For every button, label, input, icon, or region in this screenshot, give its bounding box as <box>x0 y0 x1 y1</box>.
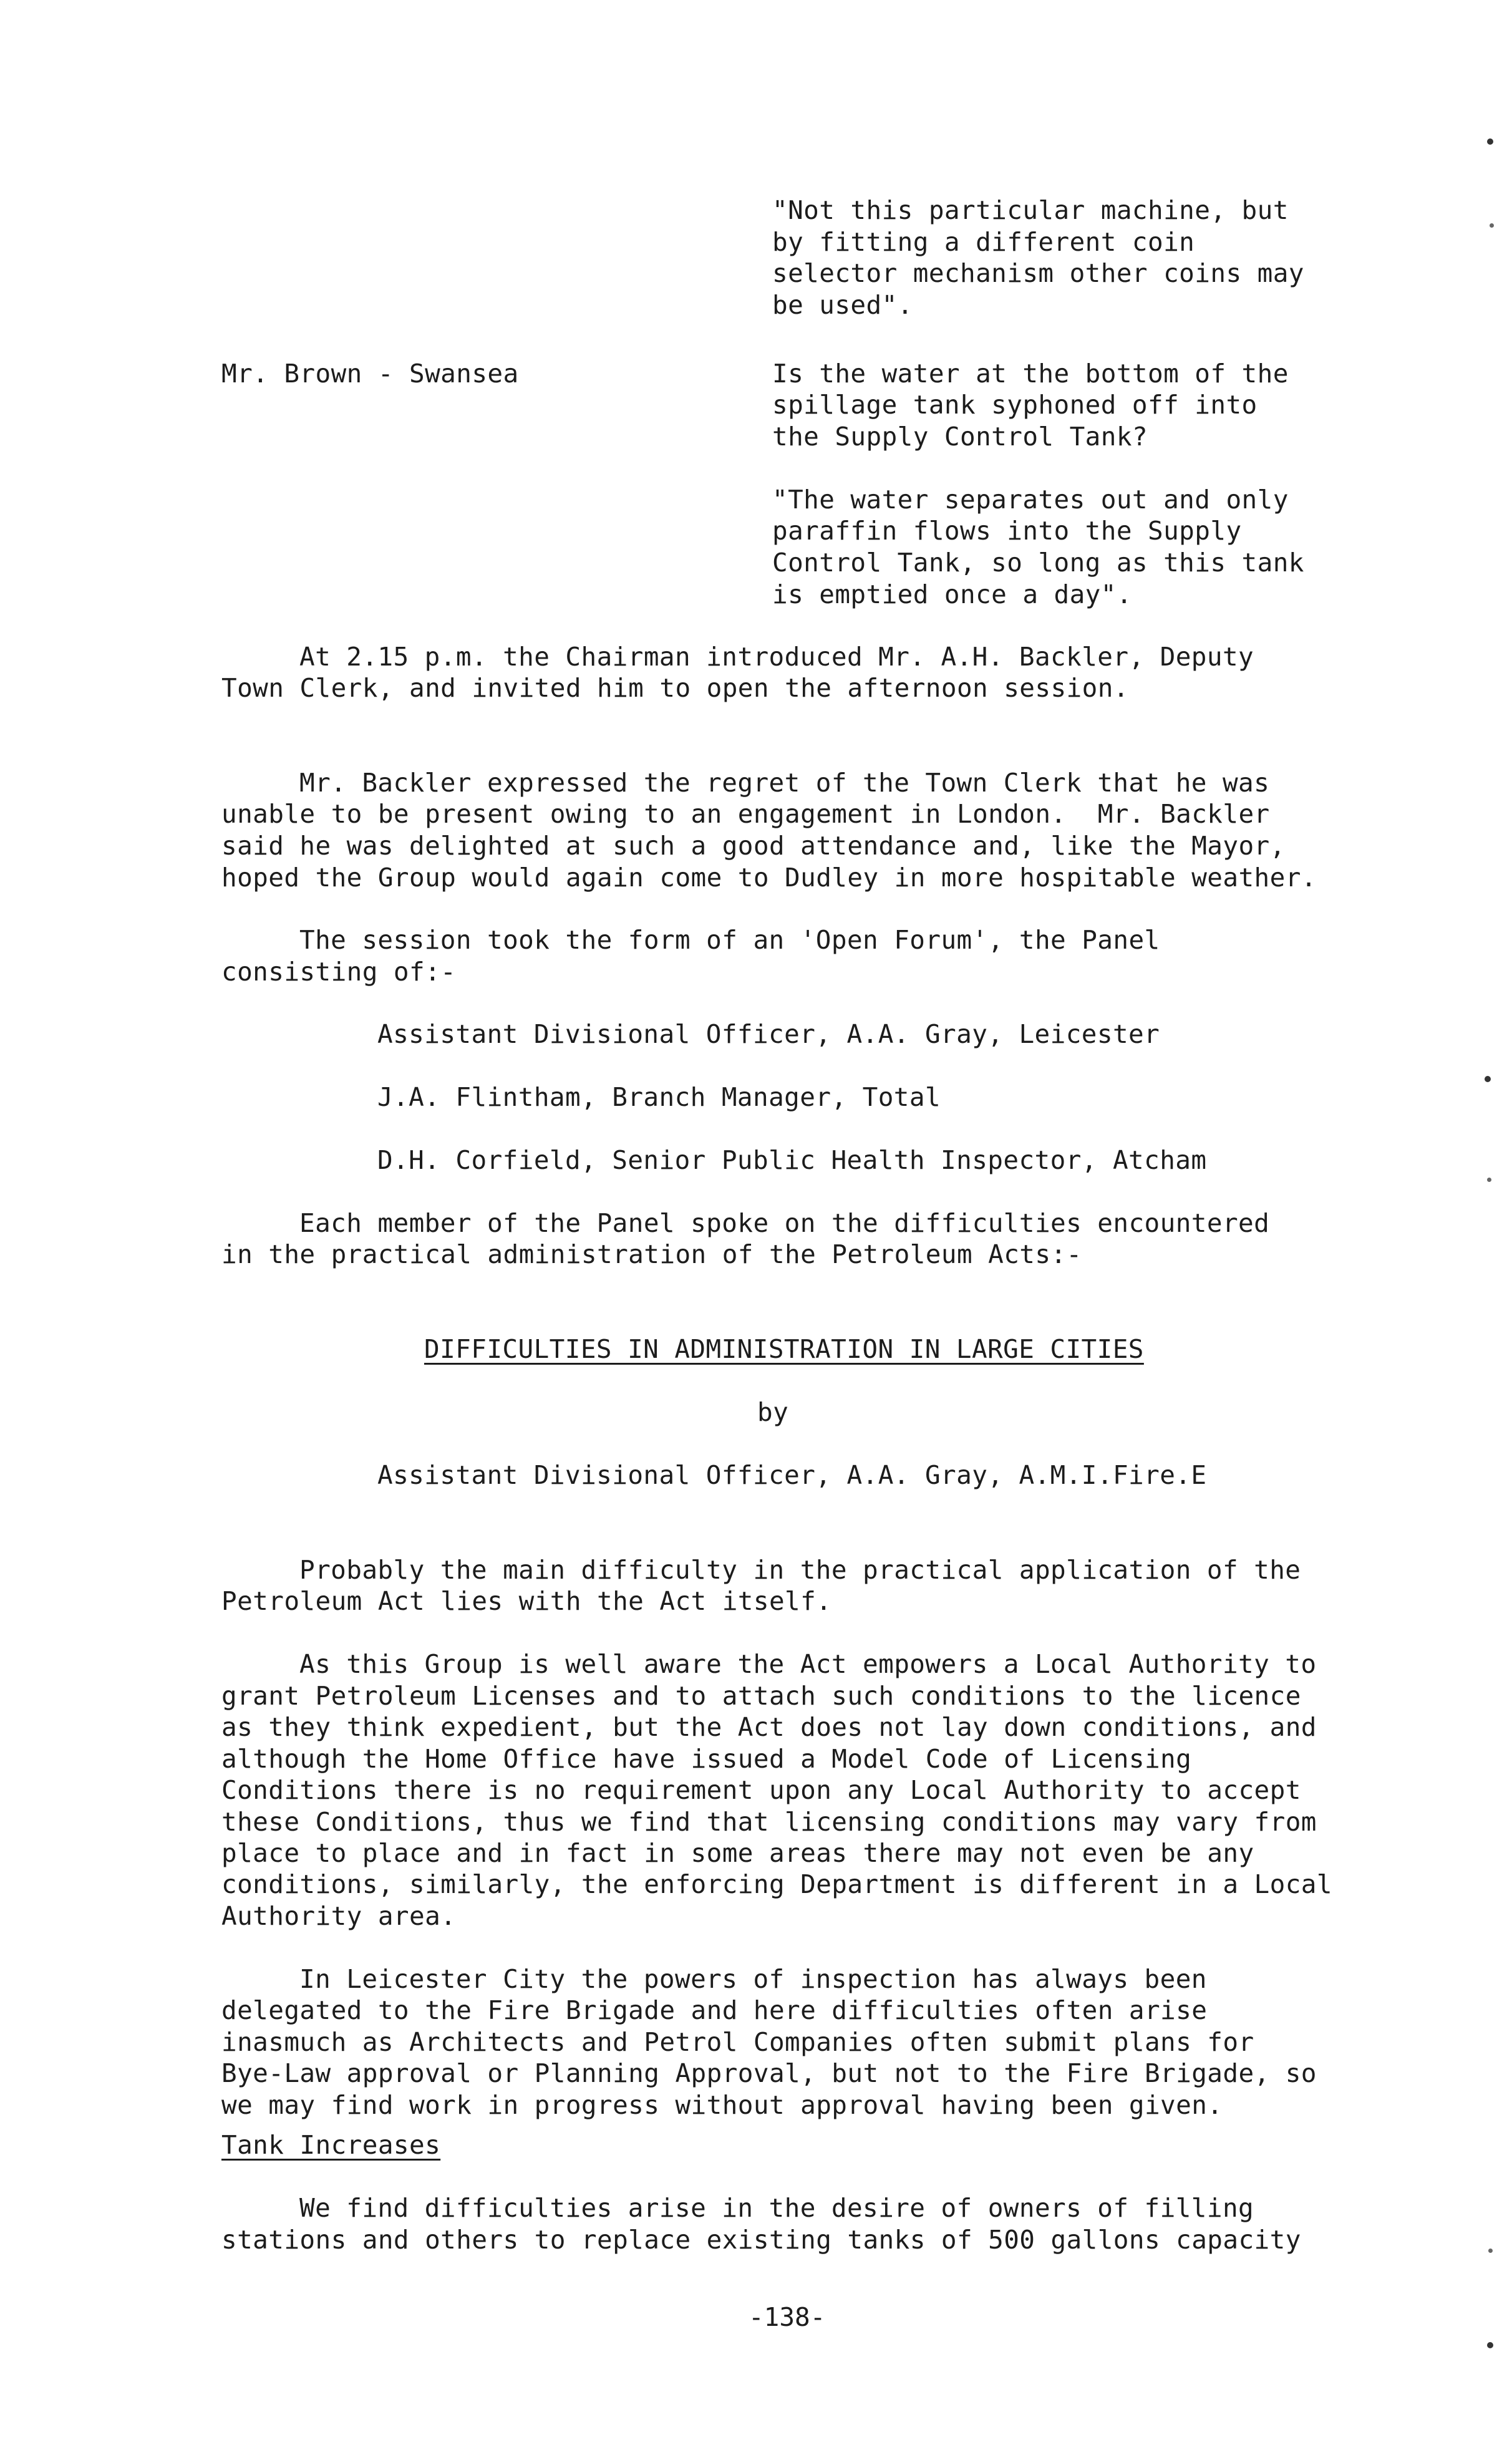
scan-speck <box>1487 138 1493 145</box>
paragraph-line: place to place and in fact in some areas there may not even be any <box>221 1838 1254 1868</box>
paragraph-line: stations and others to replace existing tanks of 500 gallons capacity <box>221 2225 1301 2255</box>
panel-member: J.A. Flintham, Branch Manager, Total <box>377 1082 941 1112</box>
paragraph-line: Probably the main difficulty in the practical application of the <box>299 1555 1301 1585</box>
paragraph-line: grant Petroleum Licenses and to attach such conditions to the licence <box>221 1681 1301 1711</box>
section-author: Assistant Divisional Officer, A.A. Gray, A.M.I.Fire.E <box>377 1460 1207 1490</box>
panel-member: D.H. Corfield, Senior Public Health Inspector, Atcham <box>377 1145 1207 1175</box>
paragraph-line: Petroleum Act lies with the Act itself. <box>221 1586 832 1616</box>
speaker-label: Mr. Brown - Swansea <box>221 359 519 389</box>
question-line: the Supply Control Tank? <box>772 422 1148 452</box>
paragraph-line: unable to be present owing to an engagement in London. Mr. Backler <box>221 799 1270 829</box>
paragraph-line: conditions, similarly, the enforcing Department is different in a Local <box>221 1869 1332 1899</box>
answer-line: by fitting a different coin <box>772 227 1195 257</box>
scan-speck <box>1485 1076 1491 1082</box>
paragraph-line: The session took the form of an 'Open Forum', the Panel <box>299 925 1160 955</box>
paragraph-line: consisting of:- <box>221 957 457 987</box>
answer-line: Control Tank, so long as this tank <box>772 548 1304 578</box>
answer-line: be used". <box>772 290 913 320</box>
paragraph-line: although the Home Office have issued a Model Code of Licensing <box>221 1744 1192 1774</box>
paragraph-line: said he was delighted at such a good attendance and, like the Mayor, <box>221 831 1286 861</box>
paragraph-line: Each member of the Panel spoke on the difficulties encountered <box>299 1208 1270 1238</box>
paragraph-line: Mr. Backler expressed the regret of the Town Clerk that he was <box>299 768 1270 798</box>
paragraph-line: Town Clerk, and invited him to open the afternoon session. <box>221 673 1129 703</box>
paragraph-line: Conditions there is no requirement upon any Local Authority to accept <box>221 1775 1301 1805</box>
paragraph-line: Bye-Law approval or Planning Approval, but not to the Fire Brigade, so <box>221 2058 1317 2088</box>
answer-line: "Not this particular machine, but <box>772 195 1289 225</box>
answer-line: is emptied once a day". <box>772 579 1132 609</box>
paragraph-line: hoped the Group would again come to Dudley in more hospitable weather. <box>221 863 1317 893</box>
scan-speck <box>1487 1178 1491 1182</box>
paragraph-line: In Leicester City the powers of inspection has always been <box>299 1964 1207 1994</box>
section-title: DIFFICULTIES IN ADMINISTRATION IN LARGE CITIES <box>424 1334 1144 1364</box>
page-number: -138- <box>749 2302 826 2332</box>
panel-member: Assistant Divisional Officer, A.A. Gray, Leicester <box>377 1019 1160 1049</box>
paragraph-line: delegated to the Fire Brigade and here difficulties often arise <box>221 1995 1208 2025</box>
paragraph-line: As this Group is well aware the Act empowers a Local Authority to <box>299 1649 1317 1679</box>
paragraph-line: At 2.15 p.m. the Chairman introduced Mr. A.H. Backler, Deputy <box>299 642 1254 672</box>
section-by: by <box>757 1397 789 1427</box>
question-line: spillage tank syphoned off into <box>772 390 1258 420</box>
paragraph-line: Authority area. <box>221 1901 457 1931</box>
paragraph-line: we may find work in progress without approval having been given. <box>221 2090 1223 2120</box>
answer-line: "The water separates out and only <box>772 485 1289 515</box>
scan-speck <box>1490 223 1494 228</box>
paragraph-line: in the practical administration of the Petroleum Acts:- <box>221 1239 1082 1269</box>
question-line: Is the water at the bottom of the <box>772 359 1289 389</box>
paragraph-line: these Conditions, thus we find that licensing conditions may vary from <box>221 1807 1317 1837</box>
scan-speck <box>1487 2342 1493 2348</box>
paragraph-line: inasmuch as Architects and Petrol Companies often submit plans for <box>221 2027 1254 2057</box>
paragraph-line: as they think expedient, but the Act does not lay down conditions, and <box>221 1712 1317 1742</box>
scan-speck <box>1488 2249 1493 2253</box>
paragraph-line: We find difficulties arise in the desire of owners of filling <box>299 2193 1254 2223</box>
subheading-tank-increases: Tank Increases <box>221 2130 441 2160</box>
answer-line: paraffin flows into the Supply <box>772 516 1242 546</box>
answer-line: selector mechanism other coins may <box>772 258 1304 288</box>
